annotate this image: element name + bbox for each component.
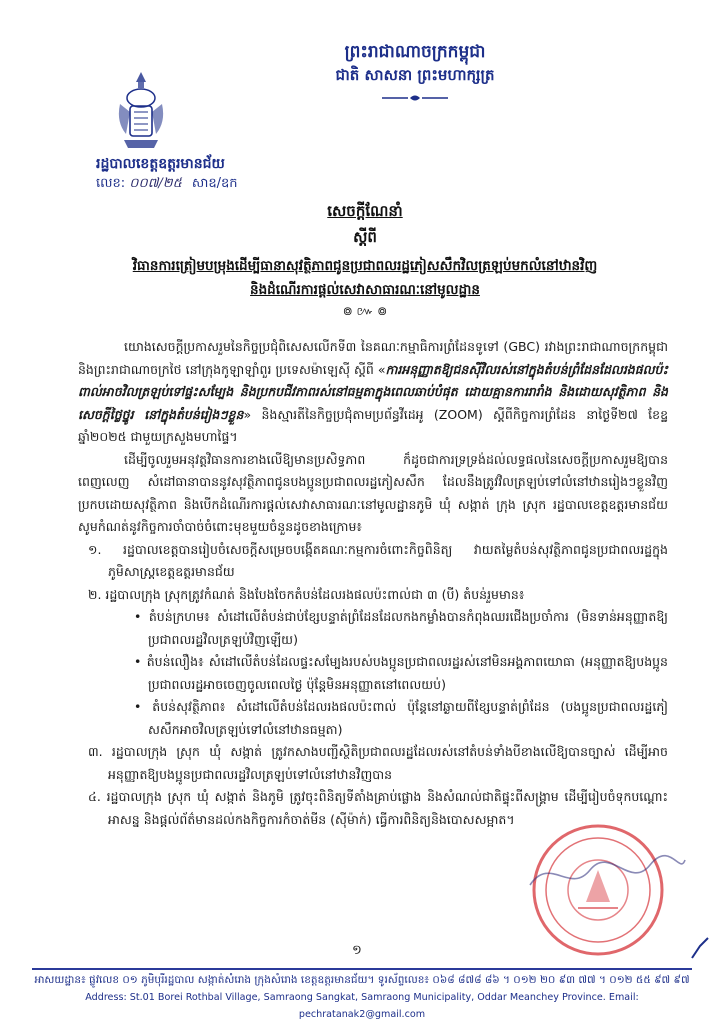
bullet-text: តំបន់លឿង៖ សំដៅលើតំបន់ដែលផ្ទះសម្បែងរបស់បងប្អូនប្រជាពលរដ្ឋរស់នៅមិនអង្គភាពយោធា (អនុញ្ញាតឱ្យបងប្អូនប្រជាពលរដ្ឋអាចចេញចូលពេលថ្ងៃ ប៉ុន្តែមិនអនុញ្ញាតនៅពេលយប់) <box>146 654 668 692</box>
bullet-icon: • <box>134 609 149 624</box>
subject-line-2: និងដំណើរការផ្តល់សេវាសាធារណៈនៅមូលដ្ឋាន <box>250 282 480 298</box>
reference-value: ០០៧/២៥ <box>129 176 182 191</box>
paragraph-reference-text: យោងសេចក្តីប្រកាសរួមនៃកិច្ចប្រជុំពិសេសលើកទី៣ នៃគណៈកម្មាធិការព្រំដែនទូទៅ (GBC) រវាងព្រះរាជាណាចក្រកម្ពុជា និងព្រះរាជាណាចក្រថៃ នៅក្រុងកូឡាឡាំពួរ ប្រទេសម៉ាឡេស៊ី ស្តីពី « <box>78 339 668 377</box>
paragraph-reference-quote: ការអនុញ្ញាតឱ្យជនស៊ីវិលរស់នៅក្នុងតំបន់ព្រំដែនដែលរងផលប៉ះពាល់អាចវិលត្រឡប់ទៅផ្ទះសម្បែង និងប្រកបជីវភាពរស់នៅធម្មតាក្នុងពេលឆាប់បំផុត ដោយគ្មានការរារាំង និងដោយសុវត្ថិភាព និងសេចក្តីថ្លៃថ្នូរ នៅក្នុងតំបន់រៀងៗខ្លួន <box>78 361 668 422</box>
list-item: ៤. រដ្ឋបាលក្រុង ស្រុក ឃុំ សង្កាត់ និងភូមិ ត្រូវចុះពិនិត្យទីតាំងគ្រាប់ផ្លោង និងសំណល់ជាតិផ្ទុះពីសង្គ្រាម ដើម្បីរៀបចំទុកបណ្តោះអាសន្ន និងផ្តល់ព័ត៌មានដល់កងកិច្ចការកំចាត់មីន (ស៊ីម៉ាក់) ធ្វើការពិនិត្យនិងបោសសម្អាត។ <box>88 789 668 827</box>
paragraph-purpose: ដើម្បីចូលរួមអនុវត្តវិធានការខាងលើឱ្យមានប្រសិទ្ធភាព ក៏ដូចជាការទ្រទ្រង់ដល់លទ្ធផលនៃសេចក្តីប្រកាសរួមឱ្យបានពេញលេញ សំដៅធានាបាននូវសុវត្ថិភាពជូនបងប្អូនប្រជាពលរដ្ឋភៀសសឹក ដែលនឹងត្រូវវិលត្រឡប់ទៅលំនៅឋានរៀងៗខ្លួនវិញប្រកបដោយសុវត្ថិភាព និងបើកដំណើរការផ្តល់សេវាសាធារណៈនៅមូលដ្ឋានភូមិ ឃុំ សង្កាត់ ក្រុង ស្រុក រដ្ឋបាលខេត្តឧត្តរមានជ័យសូមកំណត់នូវកិច្ចការចាំបាច់ចំពោះមុខមួយចំនួនដូចខាងក្រោម៖ <box>78 451 668 534</box>
signature-icon <box>520 845 690 905</box>
reference-suffix: សាឧ/ឧក <box>191 176 238 191</box>
bullet-icon: • <box>134 654 147 669</box>
list-item: ១. រដ្ឋបាលខេត្តបានរៀបចំសេចក្តីសម្រេចបង្កើតគណៈកម្មការចំពោះកិច្ចពិនិត្យ វាយតម្លៃតំបន់សុវត្ថិភាពជូនប្រជាពលរដ្ឋក្នុងភូមិសាស្ត្រខេត្តឧត្តរមានជ័យ <box>88 541 668 579</box>
footer <box>32 972 692 1023</box>
title-ornament: ៙ ៚ ៙ <box>342 304 388 318</box>
document-type: សេចក្តីណែនាំ <box>327 202 403 220</box>
national-motto: ជាតិ សាសនា ព្រះមហាក្សត្រ <box>335 66 495 84</box>
sender-block <box>96 154 336 194</box>
page-number: ១ <box>352 943 362 958</box>
about-label: ស្តីពី <box>353 228 377 246</box>
list-item: ២. រដ្ឋបាលក្រុង ស្រុកត្រូវកំណត់ និងបែងចែកតំបន់ដែលរងផលប៉ះពាល់ជា ៣ (បី) តំបន់រួមមាន៖ <box>88 586 525 602</box>
bullet-text: តំបន់ក្រហម៖ សំដៅលើតំបន់ជាប់ខ្សែបន្ទាត់ព្រំដែនដែលកងកម្លាំងបានកំពុងឈរជើងប្រចាំការ (មិនទាន់អនុញ្ញាតឱ្យប្រជាពលរដ្ឋវិលត្រឡប់វិញឡើយ) <box>148 609 668 647</box>
paragraph-reference-tail: » និងស្មារតីនៃកិច្ចប្រជុំតាមប្រព័ន្ធវីដេអូ (ZOOM) ស្តីពីកិច្ចការព្រំដែន នាថ្ងៃទី២៧ ខែឧ្ឋ ឆ្នាំ២០២៥ ជាមួយក្រសួងមហាផ្ទៃ។ <box>78 406 668 444</box>
bullet-item <box>78 696 668 741</box>
header-ornament-icon <box>250 88 580 107</box>
kingdom-title: ព្រះរាជាណាចក្រកម្ពុជា <box>344 42 486 62</box>
reference-label: លេខ: <box>96 176 126 191</box>
bullet-text: តំបន់សុវត្ថិភាព៖ សំដៅលើតំបន់ដែលរងផលប៉ះពាល់ ប៉ុន្តែនៅឆ្ងាយពីខ្សែបន្ទាត់ព្រំដែន (បងប្អូនប្រជាពលរដ្ឋភៀសសឹកអាចវិលត្រឡប់ទៅលំនៅឋានធម្មតា) <box>148 699 668 737</box>
document-title-block <box>60 200 670 320</box>
kingdom-header <box>250 40 580 107</box>
footer-address-en: Address: St.01 Borei Rothbal Village, Samraong Sangkat, Samraong Municipality, Oddar Meanchey Province. Email: pechratanak2@gmail.com <box>85 992 639 1020</box>
reference-number <box>96 174 336 194</box>
bullet-item <box>78 651 668 696</box>
list-item: ៣. រដ្ឋបាលក្រុង ស្រុក ឃុំ សង្កាត់ ត្រូវកសាងបញ្ជីស្ថិតិប្រជាពលរដ្ឋដែលរស់នៅតំបន់ទាំងបីខាងលើឱ្យបានច្បាស់ ដើម្បីអាចអនុញ្ញាតឱ្យបងប្អូនប្រជាពលរដ្ឋវិលត្រឡប់ទៅលំនៅឋានវិញបាន <box>88 744 668 782</box>
province-administration: រដ្ឋបាលខេត្តឧត្តរមានជ័យ <box>96 156 225 172</box>
subject-line-1: វិធានការត្រៀមបម្រុងដើម្បីធានាសុវត្ថិភាពជូនប្រជាពលរដ្ឋភៀសសឹកវិលត្រឡប់មកលំនៅឋានវិញ <box>132 258 598 274</box>
check-mark-icon <box>690 936 710 960</box>
bullet-icon: • <box>134 699 153 714</box>
document-body <box>78 336 668 831</box>
paragraph-reference <box>78 336 668 449</box>
footer-address-km: អាសយដ្ឋាន៖ ផ្លូវលេខ ០១ ភូមិបុរីរដ្ឋបាល សង្កាត់សំរោង ក្រុងសំរោង ខេត្តឧត្តរមានជ័យ។ ទូរស័ព្ទលេខ៖ ០៦៨ ៨៧៨ ៨៦ ។ ០១២ ២០ ៩៣ ៧៧ ។ ០១២ ៥៥ ៩៧ ៩៧ <box>34 974 690 986</box>
bullet-item <box>78 606 668 651</box>
footer-divider <box>32 968 692 970</box>
royal-emblem-icon <box>108 68 174 152</box>
